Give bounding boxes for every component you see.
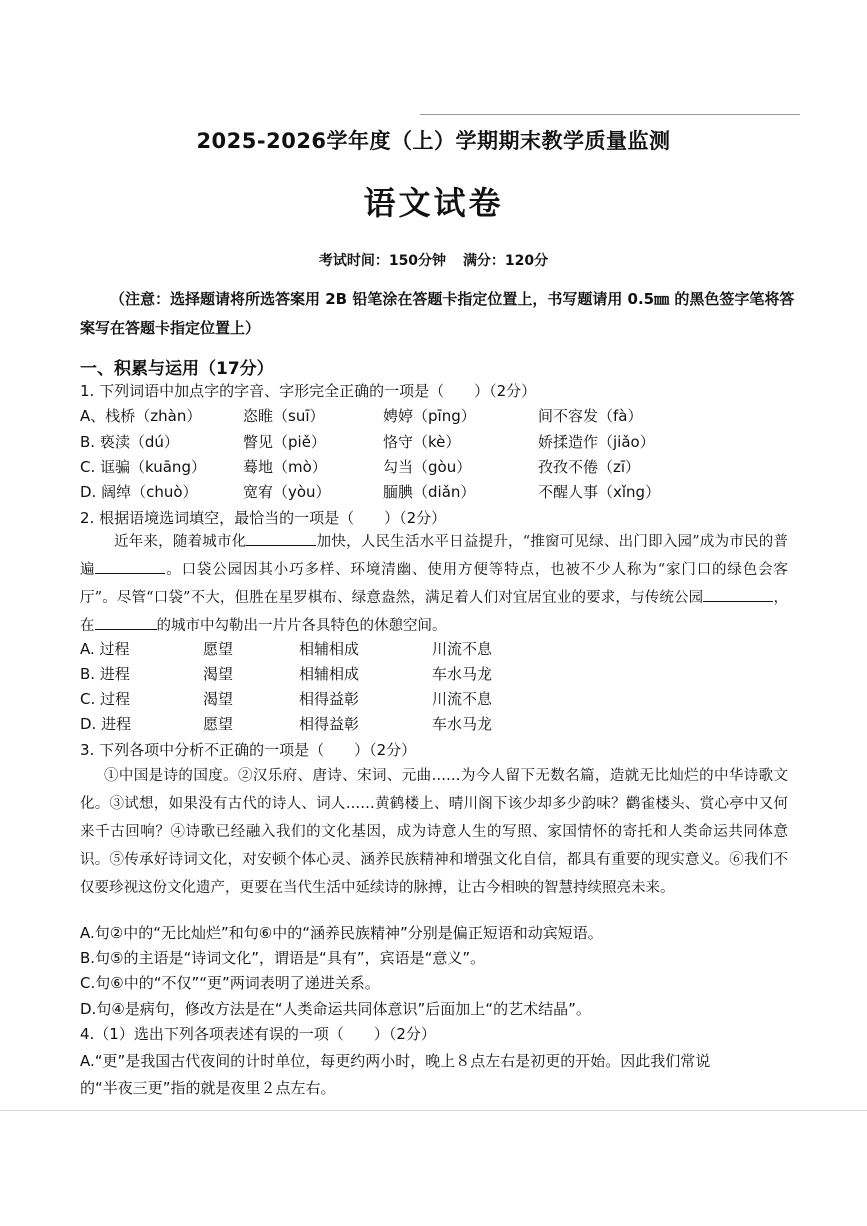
q2-d-2: 愿望 [203, 715, 234, 733]
q2-b-4: 车水马龙 [432, 665, 493, 683]
q2-c-4: 川流不息 [432, 690, 493, 708]
question-3-passage: ①中国是诗的国度。②汉乐府、唐诗、宋词、元曲……为今人留下无数名篇，造就无比灿烂的中华诗歌文化。③试想，如果没有古代的诗人、词人……黄鹤楼上、晴川阁下该少却多少韵味？鹳雀楼头、赏心亭中又何来千古回响？④诗歌已经融入我们的文化基因，成为诗意人生的写照、家国情怀的寄托和人类命运共同体意识。⑤传承好诗词文化，对安顿个体心灵、涵养民族精神和增强文化自信，都具有重要的现实意义。⑥我们不仅要珍视这份文化遗产，更要在当代生活中延续诗的脉搏，让古今相映的智慧持续照亮未来。 [80, 768, 788, 896]
q2-c-3: 相得益彰 [299, 690, 360, 708]
q3-option-b: B.句⑤的主语是“诗词文化”，谓语是“具有”，宾语是“意义”。 [80, 949, 486, 967]
answer-blank [95, 615, 157, 630]
exam-title: 2025-2026学年度（上）学期期末教学质量监测 [196, 129, 671, 153]
q2-b-3: 相辅相成 [299, 665, 360, 683]
q2-a-4: 川流不息 [432, 640, 493, 658]
q2-text-4: ，在 [80, 590, 788, 634]
q2-d-3: 相得益彰 [299, 715, 360, 733]
q2-text-2: 加快，人民生活水平日益提升，“推窗可见绿、出门即入园”成为市民的普遍 [80, 534, 788, 578]
q1-c-2: 蓦地（mò） [243, 458, 327, 476]
q2-a-2: 愿望 [203, 640, 234, 658]
question-4-stem: 4.（1）选出下列各项表述有误的一项（ ）（2分） [80, 1025, 436, 1043]
q2-c-1: C. 过程 [80, 690, 131, 708]
q3-option-a: A.句②中的“无比灿烂”和句⑥中的“涵养民族精神”分别是偏正短语和动宾短语。 [80, 924, 603, 942]
q2-d-4: 车水马龙 [432, 715, 493, 733]
q1-a-3: 娉婷（pīng） [383, 407, 476, 425]
answer-blank [703, 587, 773, 602]
q1-c-4: 孜孜不倦（zī） [538, 458, 641, 476]
q1-c-3: 勾当（gòu） [383, 458, 472, 476]
header-rule [420, 114, 800, 115]
q2-a-3: 相辅相成 [299, 640, 360, 658]
notice: （注意：选择题请将所选答案用 2B 铅笔涂在答题卡指定位置上，书写题请用 0.5㎜ 的黑色签字笔将答案写在答题卡指定位置上） [80, 290, 795, 337]
q2-text-5: 的城市中勾勒出一片片各具特色的休憩空间。 [156, 618, 447, 634]
question-1-stem: 1. 下列词语中加点字的字音、字形完全正确的一项是（ ）（2分） [80, 382, 537, 400]
question-2-passage [80, 528, 788, 640]
q2-a-1: A. 过程 [80, 640, 130, 658]
subject-title: 语文试卷 [363, 184, 504, 222]
q4-option-a-line1: A.“更”是我国古代夜间的计时单位，每更约两小时，晚上８点左右是初更的开始。因此我们常说 [80, 1052, 711, 1070]
q1-a-4: 间不容发（fà） [538, 407, 643, 425]
q1-b-3: 恪守（kè） [383, 433, 461, 451]
exam-time: 考试时间：150分钟 [318, 253, 447, 269]
full-score: 满分：120分 [462, 253, 549, 269]
q2-b-2: 渴望 [203, 665, 234, 683]
q3-option-d: D.句④是病句，修改方法是在“人类命运共同体意识”后面加上“的艺术结晶”。 [80, 1000, 591, 1018]
q1-b-2: 瞥见（piě） [243, 433, 326, 451]
answer-blank [95, 559, 165, 574]
q1-d-4: 不醒人事（xǐng） [538, 483, 661, 501]
exam-info [0, 250, 867, 270]
q2-d-1: D. 进程 [80, 715, 132, 733]
q1-d-3: 腼腆（diǎn） [383, 483, 476, 501]
question-2-stem: 2. 根据语境选词填空，最恰当的一项是（ ）（2分） [80, 509, 447, 527]
q2-text-3: 。口袋公园因其小巧多样、环境清幽、使用方便等特点，也被不少人称为“家门口的绿色会客厅”。尽管“口袋”不大，但胜在星罗棋布、绿意盎然，满足着人们对宜居宜业的要求，与传统公园 [80, 562, 788, 606]
q1-d-1: D. 阔绰（chuò） [80, 483, 198, 501]
answer-blank [246, 531, 316, 546]
q2-b-1: B. 进程 [80, 665, 130, 683]
q2-text-1: 近年来，随着城市化 [114, 534, 247, 550]
page-bottom-rule [0, 1110, 867, 1111]
q2-c-2: 渴望 [203, 690, 234, 708]
q1-b-1: B. 亵渎（dú） [80, 433, 179, 451]
q4-option-a-line2: 的“半夜三更”指的就是夜里２点左右。 [80, 1079, 336, 1097]
q1-a-2: 恣睢（suī） [243, 407, 325, 425]
q1-c-1: C. 诓骗（kuāng） [80, 458, 206, 476]
q1-d-2: 宽宥（yòu） [243, 483, 331, 501]
q1-a-1: A、栈桥（zhàn） [80, 407, 202, 425]
question-3-stem: 3. 下列各项中分析不正确的一项是（ ）（2分） [80, 741, 417, 759]
q3-option-c: C.句⑥中的“不仅”“更”两词表明了递进关系。 [80, 974, 380, 992]
section-title: 一、积累与运用（17分） [80, 359, 274, 379]
q1-b-4: 娇揉造作（jiǎo） [538, 433, 655, 451]
